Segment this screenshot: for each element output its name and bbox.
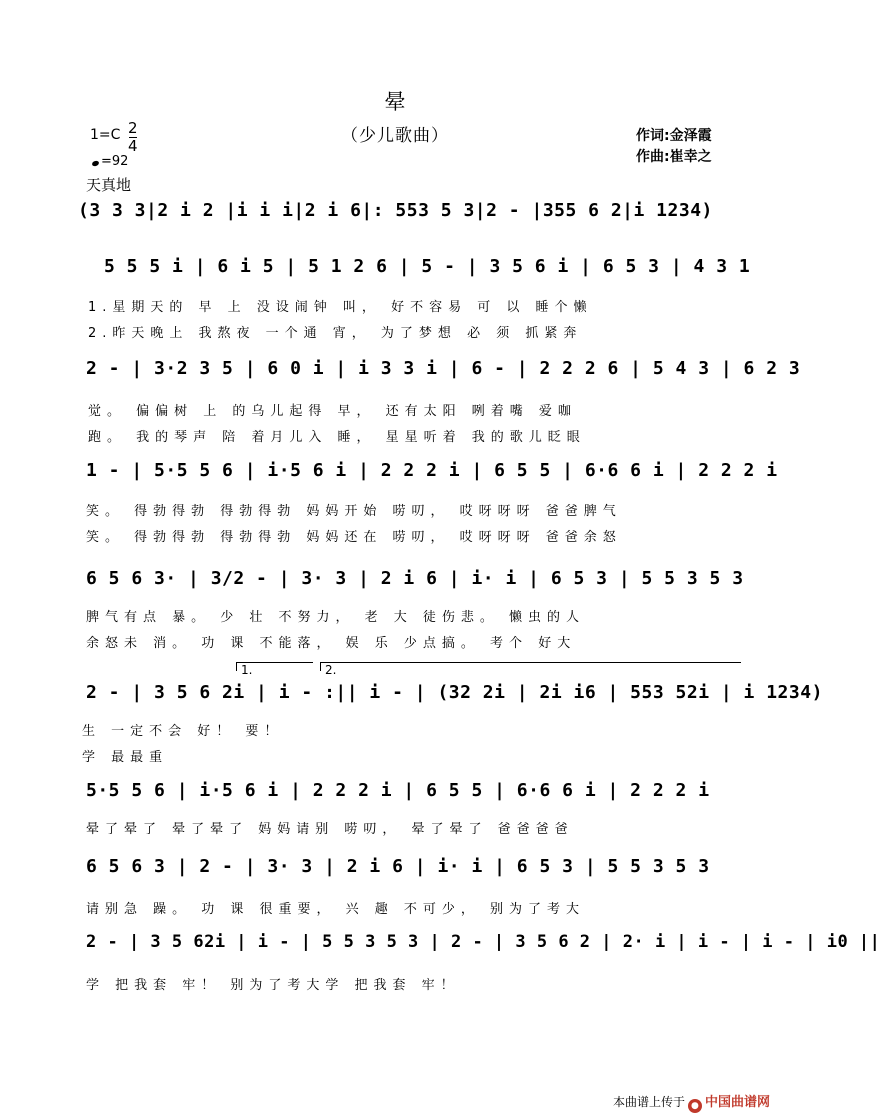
credits	[636, 126, 712, 168]
lyrics-line-2-verse-1: 1.星期天的 早 上 没设闹钟 叫， 好不容易 可 以 睡个懒	[88, 300, 593, 315]
lyrics-line-5-verse-2: 余怒未 消。 功 课 不能落， 娱 乐 少点搞。 考个 好大	[86, 636, 577, 651]
song-subtitle: （少儿歌曲）	[341, 126, 449, 146]
second-ending-bracket	[320, 662, 741, 677]
footer-credit	[613, 1091, 770, 1113]
lyrics-line-4-verse-2: 笑。 得勃得勃 得勃得勃 妈妈还在 唠叨， 哎呀呀呀 爸爸余怒	[86, 530, 622, 545]
song-title: 晕	[384, 90, 406, 114]
upload-text: 本曲谱上传于	[612, 1095, 685, 1109]
lyrics-line-3-verse-1: 觉。 偏偏树 上 的乌儿起得 早， 还有太阳 咧着嘴 爱咖	[88, 404, 577, 419]
score-line-2: 5 5 5 i | 6 i 5 | 5 1 2 6 | 5 - | 3 5 6 i | 6 5 3 | 4 3 1	[104, 256, 751, 277]
composer: 作曲:崔幸之	[636, 149, 712, 165]
first-ending-label: 1.	[241, 663, 253, 677]
score-line-9: 2 - | 3 5 62i | i - | 5 5 3 5 3 | 2 - | 3 5 6 2 | 2· i | i - | i - | i0 ||	[86, 932, 880, 952]
time-signature	[128, 120, 138, 155]
tempo-marking	[92, 154, 128, 169]
score-line-1: (3 3 3|2 i 2 |i i i|2 i 6|: 553 5 3|2 - |355 6 2|i 1234)	[78, 200, 713, 221]
key-signature: 1=C	[90, 127, 121, 143]
lyrics-line-2-verse-2: 2.昨天晚上 我熬夜 一个通 宵， 为了梦想 必 须 抓紧奔	[88, 326, 583, 341]
time-top: 2	[128, 119, 138, 137]
second-ending-label: 2.	[325, 663, 337, 677]
tempo-value: =92	[101, 154, 129, 169]
score-line-4: 1 - | 5·5 5 6 | i·5 6 i | 2 2 2 i | 6 5 5 | 6·6 6 i | 2 2 2 i	[86, 460, 778, 481]
score-line-3: 2 - | 3·2 3 5 | 6 0 i | i 3 3 i | 6 - | 2 2 2 6 | 5 4 3 | 6 2 3	[86, 358, 801, 379]
lyricist: 作词:金泽霞	[636, 128, 712, 144]
lyrics-line-7: 晕了晕了 晕了晕了 妈妈请别 唠叨， 晕了晕了 爸爸爸爸	[86, 822, 574, 837]
time-bottom: 4	[128, 137, 138, 155]
site-brand[interactable]: 中国曲谱网	[704, 1095, 770, 1110]
score-line-6: 2 - | 3 5 6 2i | i - :|| i - | (32 2i | 2i i6 | 553 52i | i 1234)	[86, 682, 823, 703]
score-line-5: 6 5 6 3· | 3/2 - | 3· 3 | 2 i 6 | i· i | 6 5 3 | 5 5 3 5 3	[86, 568, 744, 589]
lyrics-line-9: 学 把我套 牢！ 别为了考大学 把我套 牢！	[86, 978, 460, 993]
expression-marking: 天真地	[86, 176, 132, 194]
score-line-7: 5·5 5 6 | i·5 6 i | 2 2 2 i | 6 5 5 | 6·6 6 i | 2 2 2 i	[86, 780, 710, 801]
score-line-8: 6 5 6 3 | 2 - | 3· 3 | 2 i 6 | i· i | 6 5 3 | 5 5 3 5 3	[86, 856, 710, 877]
lyrics-line-4-verse-1: 笑。 得勃得勃 得勃得勃 妈妈开始 唠叨， 哎呀呀呀 爸爸脾气	[86, 504, 622, 519]
lyrics-line-6-verse-1: 生 一定不会 好！ 要！	[82, 724, 284, 739]
lyrics-line-3-verse-2: 跑。 我的琴声 陪 着月儿入 睡， 星星听着 我的歌儿眨眼	[88, 430, 586, 445]
lyrics-line-6-verse-2: 学 最最重	[82, 750, 169, 765]
quarter-note-icon	[91, 160, 99, 167]
first-ending-bracket	[236, 662, 313, 677]
site-logo-icon: ●	[688, 1099, 702, 1113]
lyrics-line-8: 请别急 躁。 功 课 很重要， 兴 趣 不可少， 别为了考大	[86, 902, 586, 917]
lyrics-line-5-verse-1: 脾气有点 暴。 少 壮 不努力， 老 大 徒伤悲。 懒虫的人	[86, 610, 586, 625]
